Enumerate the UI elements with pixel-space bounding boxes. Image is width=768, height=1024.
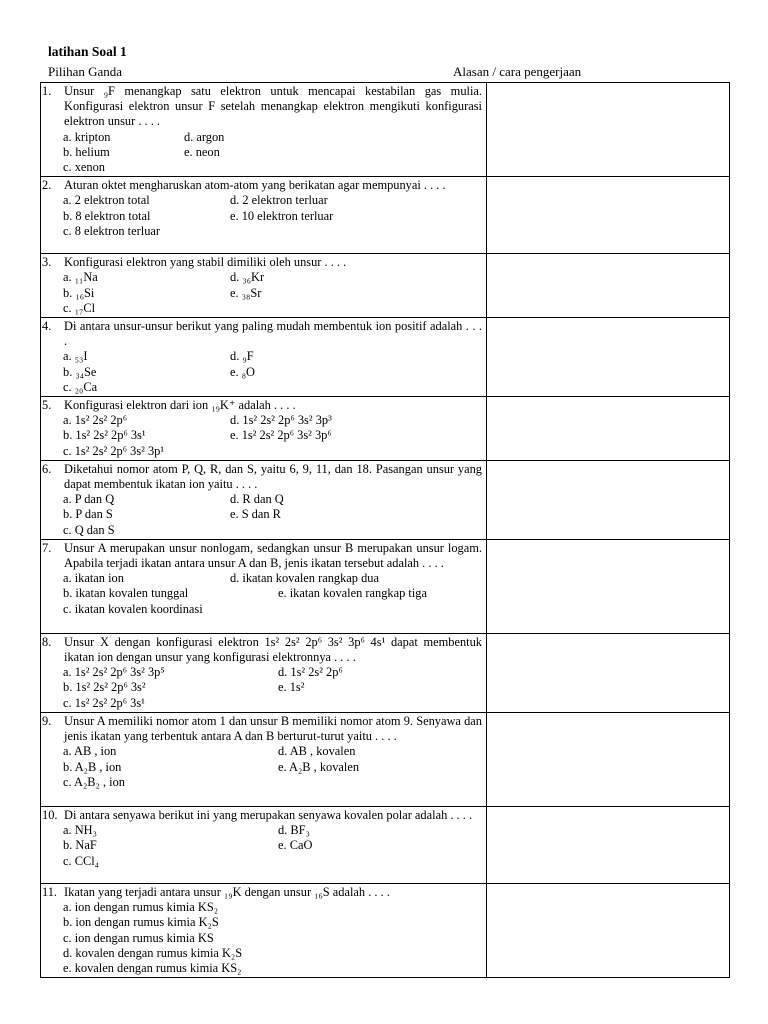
option-a[interactable]: a. ion dengan rumus kimia KS₂ bbox=[63, 900, 219, 915]
option-b[interactable]: b. NaF bbox=[63, 838, 97, 853]
option-e[interactable]: e. ikatan kovalen rangkap tiga bbox=[278, 586, 427, 601]
option-d[interactable]: d. AB , kovalen bbox=[278, 744, 356, 759]
option-b[interactable]: b. ₁₆Si bbox=[63, 285, 95, 300]
question-stem: Konfigurasi elektron dari ion ₁₉K⁺ adalah . . . . bbox=[64, 398, 296, 413]
question-stem: Unsur A merupakan unsur nonlogam, sedangkan unsur B merupakan unsur logam. Apabila terjadi ikatan antara unsur A dan B, jenis ikatan tersebut adalah . . . . bbox=[64, 540, 482, 571]
answer-cell[interactable] bbox=[487, 177, 730, 254]
option-e[interactable]: e. neon bbox=[184, 144, 220, 159]
option-c[interactable]: c. 8 elektron terluar bbox=[63, 223, 161, 238]
option-e[interactable]: e. ₃₈Sr bbox=[230, 285, 262, 300]
option-a[interactable]: a. AB , ion bbox=[63, 744, 117, 759]
question-number: 7. bbox=[42, 540, 52, 555]
question-row bbox=[41, 397, 730, 461]
question-number: 6. bbox=[42, 461, 52, 476]
option-e[interactable]: e. CaO bbox=[278, 838, 313, 853]
question-row bbox=[41, 460, 730, 539]
option-d[interactable]: d. 1s² 2s² 2p⁶ 3s² 3p³ bbox=[230, 413, 332, 428]
answer-cell[interactable] bbox=[487, 633, 730, 712]
question-number: 5. bbox=[42, 398, 52, 413]
option-d[interactable]: d. 1s² 2s² 2p⁶ bbox=[278, 665, 343, 680]
question-stem: Ikatan yang terjadi antara unsur ₁₉K dengan unsur ₁₆S adalah . . . . bbox=[64, 884, 390, 899]
option-b[interactable]: b. 1s² 2s² 2p⁶ 3s¹ bbox=[63, 428, 146, 443]
question-cell bbox=[41, 712, 487, 806]
question-row bbox=[41, 712, 730, 806]
option-a[interactable]: a. ₁₁Na bbox=[63, 270, 98, 285]
column-header-reason: Alasan / cara pengerjaan bbox=[453, 64, 582, 79]
question-cell bbox=[41, 806, 487, 883]
answer-cell[interactable] bbox=[487, 254, 730, 318]
question-number: 9. bbox=[42, 713, 52, 728]
question-stem: Unsur X dengan konfigurasi elektron 1s² 2s² 2p⁶ 3s² 3p⁶ 4s¹ dapat membentuk ikatan ion dengan unsur yang konfigurasi elektronnya . . . . bbox=[64, 634, 482, 665]
option-e[interactable]: e. A₂B , kovalen bbox=[278, 759, 360, 774]
option-b[interactable]: b. 8 elektron total bbox=[63, 208, 151, 223]
question-cell bbox=[41, 539, 487, 633]
option-a[interactable]: a. P dan Q bbox=[63, 492, 115, 507]
question-cell bbox=[41, 460, 487, 539]
option-c[interactable]: c. Q dan S bbox=[63, 522, 115, 537]
option-a[interactable]: a. ikatan ion bbox=[63, 571, 124, 586]
option-b[interactable]: b. P dan S bbox=[63, 507, 113, 522]
option-d[interactable]: d. R dan Q bbox=[230, 492, 284, 507]
option-d[interactable]: d. BF₃ bbox=[278, 823, 310, 838]
option-e[interactable]: e. ₈O bbox=[230, 364, 255, 379]
option-d[interactable]: d. 2 elektron terluar bbox=[230, 193, 328, 208]
answer-cell[interactable] bbox=[487, 806, 730, 883]
question-cell bbox=[41, 318, 487, 397]
option-d[interactable]: d. ₉F bbox=[230, 349, 254, 364]
question-number: 4. bbox=[42, 319, 52, 334]
question-cell bbox=[41, 254, 487, 318]
question-row bbox=[41, 83, 730, 177]
option-e[interactable]: e. 10 elektron terluar bbox=[230, 208, 334, 223]
answer-cell[interactable] bbox=[487, 397, 730, 461]
question-number: 2. bbox=[42, 178, 52, 193]
options bbox=[41, 413, 482, 459]
answer-cell[interactable] bbox=[487, 83, 730, 177]
option-b[interactable]: b. 1s² 2s² 2p⁶ 3s² bbox=[63, 680, 146, 695]
question-number: 11. bbox=[42, 884, 58, 899]
option-c[interactable]: c. 1s² 2s² 2p⁶ 3s¹ bbox=[63, 695, 145, 710]
options bbox=[41, 130, 482, 176]
question-row bbox=[41, 806, 730, 883]
options bbox=[41, 823, 482, 869]
question-row bbox=[41, 883, 730, 977]
option-c[interactable]: c. xenon bbox=[63, 160, 105, 175]
options bbox=[41, 193, 482, 239]
option-d[interactable]: d. argon bbox=[184, 129, 225, 144]
question-number: 8. bbox=[42, 634, 52, 649]
answer-cell[interactable] bbox=[487, 539, 730, 633]
question-number: 10. bbox=[42, 807, 58, 822]
option-c[interactable]: c. ₁₇Cl bbox=[63, 300, 96, 315]
option-d[interactable]: d. ₃₆Kr bbox=[230, 270, 265, 285]
option-a[interactable]: a. 1s² 2s² 2p⁶ 3s² 3p⁵ bbox=[63, 665, 165, 680]
option-a[interactable]: a. 2 elektron total bbox=[63, 193, 150, 208]
question-cell bbox=[41, 883, 487, 977]
column-header-multiple-choice: Pilihan Ganda bbox=[48, 64, 123, 79]
question-row bbox=[41, 177, 730, 254]
answer-cell[interactable] bbox=[487, 712, 730, 806]
page-title: latihan Soal 1 bbox=[48, 44, 127, 59]
options bbox=[41, 665, 482, 711]
question-stem: Unsur A memiliki nomor atom 1 dan unsur B memiliki nomor atom 9. Senyawa dan jenis ikatan yang terbentuk antara A dan B berturut-turut yaitu . . . . bbox=[64, 713, 482, 744]
question-stem: Konfigurasi elektron yang stabil dimiliki oleh unsur . . . . bbox=[64, 255, 347, 270]
question-row bbox=[41, 254, 730, 318]
options bbox=[41, 571, 482, 586]
option-c[interactable]: c. CCl₄ bbox=[63, 853, 99, 868]
question-row bbox=[41, 633, 730, 712]
question-cell bbox=[41, 177, 487, 254]
option-b[interactable]: b. A₂B , ion bbox=[63, 759, 122, 774]
option-a[interactable]: a. 1s² 2s² 2p⁶ bbox=[63, 413, 128, 428]
answer-cell[interactable] bbox=[487, 318, 730, 397]
option-b[interactable]: b. ion dengan rumus kimia K₂S bbox=[63, 915, 219, 930]
options bbox=[41, 744, 482, 790]
option-a[interactable]: a. ₅₃I bbox=[63, 349, 88, 364]
answer-cell[interactable] bbox=[487, 460, 730, 539]
answer-cell[interactable] bbox=[487, 883, 730, 977]
option-b[interactable]: b. ₃₄Se bbox=[63, 364, 97, 379]
question-number: 1. bbox=[42, 84, 52, 98]
option-c[interactable]: c. ikatan kovalen koordinasi bbox=[63, 601, 203, 616]
question-stem: Unsur ₉F menangkap satu elektron untuk mencapai kestabilan gas mulia. Konfigurasi elektron unsur F setelah menangkap elektron mengikuti konfigurasi elektron unsur . . . . bbox=[64, 84, 482, 129]
options bbox=[41, 349, 482, 395]
option-d[interactable]: d. kovalen dengan rumus kimia K₂S bbox=[63, 945, 243, 960]
option-e[interactable]: e. kovalen dengan rumus kimia KS₂ bbox=[63, 960, 242, 975]
option-e[interactable]: e. S dan R bbox=[230, 507, 281, 522]
question-table bbox=[40, 82, 730, 978]
options bbox=[41, 270, 482, 316]
options bbox=[41, 900, 482, 976]
option-b[interactable]: b. helium bbox=[63, 144, 110, 159]
option-a[interactable]: a. kripton bbox=[63, 129, 111, 144]
question-stem: Di antara senyawa berikut ini yang merupakan senyawa kovalen polar adalah . . . . bbox=[64, 807, 473, 822]
question-stem: Diketahui nomor atom P, Q, R, dan S, yaitu 6, 9, 11, dan 18. Pasangan unsur yang dapat membentuk ikatan ion yaitu . . . . bbox=[64, 461, 482, 492]
option-a[interactable]: a. NH₃ bbox=[63, 823, 97, 838]
question-number: 3. bbox=[42, 255, 52, 270]
option-d[interactable]: d. ikatan kovalen rangkap dua bbox=[230, 571, 379, 586]
question-cell bbox=[41, 397, 487, 461]
option-c[interactable]: c. ₂₀Ca bbox=[63, 379, 98, 394]
option-c[interactable]: c. ion dengan rumus kimia KS bbox=[63, 930, 214, 945]
question-row bbox=[41, 318, 730, 397]
options bbox=[41, 492, 482, 538]
question-cell bbox=[41, 633, 487, 712]
question-cell bbox=[41, 83, 487, 177]
option-c[interactable]: c. A₂B₂ , ion bbox=[63, 774, 125, 789]
option-b[interactable]: b. ikatan kovalen tunggal bbox=[63, 586, 189, 601]
option-c[interactable]: c. 1s² 2s² 2p⁶ 3s² 3p¹ bbox=[63, 443, 165, 458]
question-stem: Di antara unsur-unsur berikut yang paling mudah membentuk ion positif adalah . . . . bbox=[64, 319, 482, 349]
question-row bbox=[41, 539, 730, 633]
question-stem: Aturan oktet mengharuskan atom-atom yang berikatan agar mempunyai . . . . bbox=[64, 178, 446, 193]
option-e[interactable]: e. 1s² bbox=[278, 680, 305, 695]
options bbox=[41, 586, 482, 616]
option-e[interactable]: e. 1s² 2s² 2p⁶ 3s² 3p⁶ bbox=[230, 428, 332, 443]
